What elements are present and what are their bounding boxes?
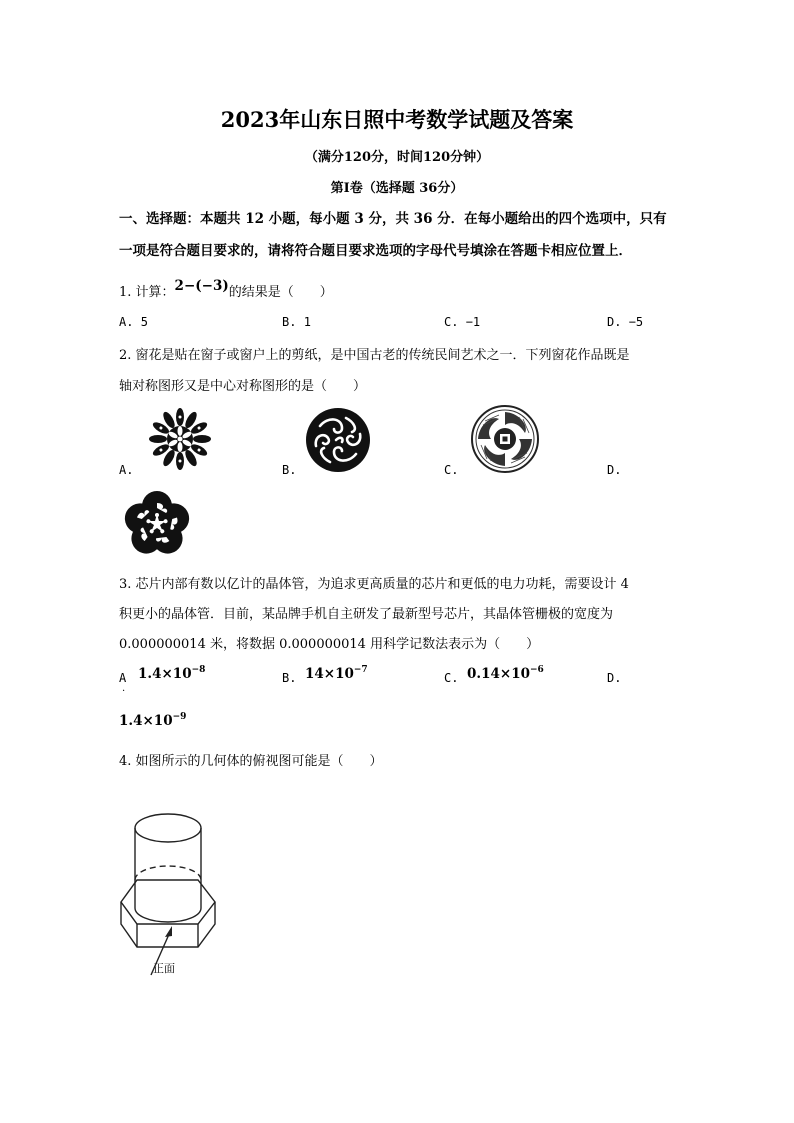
q1-option-d: D. −5 [607, 315, 644, 329]
section-instruction-line1: 一、选择题：本题共 12 小题，每小题 3 分，共 36 分．在每小题给出的四个选项中，只有 [119, 211, 667, 227]
question-4: 4. 如图所示的几何体的俯视图可能是（ ） [119, 754, 383, 769]
part-heading: 第Ⅰ卷（选择题 36分） [330, 181, 464, 196]
q3-option-c-label: C. [444, 671, 459, 685]
q2-option-a-label: A. [119, 463, 134, 477]
q3-option-a-label: A [119, 671, 127, 685]
question-3-line1: 3. 芯片内部有数以亿计的晶体管，为追求更高质量的芯片和更低的电力功耗，需要设计 4 [119, 577, 629, 592]
question-1 [119, 278, 333, 300]
q1-expression: 2−(−3) [174, 278, 229, 294]
q1-option-c: C. −1 [444, 315, 481, 329]
q1-prefix: 1. 计算： [119, 285, 175, 300]
q2-option-c-label: C. [444, 463, 459, 477]
papercut-b-image [305, 407, 371, 473]
papercut-a-image [147, 406, 213, 472]
q1-option-b: B. 1 [282, 315, 311, 329]
q3-option-d-label: D. [607, 671, 622, 685]
q1-option-a: A. 5 [119, 315, 148, 329]
question-3-line2: 积更小的晶体管．目前，某品牌手机自主研发了最新型号芯片，其晶体管栅极的宽度为 [119, 607, 614, 622]
q2-option-d-label: D. [607, 463, 622, 477]
question-2-line2: 轴对称图形又是中心对称图形的是（ ） [119, 379, 367, 394]
geometry-solid-figure [110, 808, 250, 983]
page-title: 2023年山东日照中考数学试题及答案 [220, 107, 574, 132]
q2-option-b-label: B. [282, 463, 297, 477]
question-3-line3: 0.000000014 米，将数据 0.000000014 用科学记数法表示为（ ） [119, 637, 540, 652]
q3-option-b-label: B. [282, 671, 297, 685]
papercut-d-image [120, 489, 194, 559]
front-view-label: 正面 [153, 962, 175, 975]
q3-option-a-dot: . [122, 683, 126, 694]
q3-option-d-value: $1.4\times 10^{-9}$ [119, 712, 187, 729]
q1-suffix: 的结果是（ ） [228, 285, 333, 300]
papercut-c-image [470, 404, 540, 474]
q3-option-b-value: $14\times 10^{-7}$ [305, 665, 368, 682]
question-2-line1: 2. 窗花是贴在窗子或窗户上的剪纸，是中国古老的传统民间艺术之一．下列窗花作品既是 [119, 348, 630, 363]
q3-option-a-value: $1.4\times 10^{-8}$ [138, 665, 206, 682]
exam-info: （满分120分，时间120分钟） [304, 150, 490, 165]
section-instruction-line2: 一项是符合题目要求的，请将符合题目要求选项的字母代号填涂在答题卡相应位置上． [119, 243, 632, 259]
q3-option-c-value: $0.14\times 10^{-6}$ [467, 665, 544, 682]
